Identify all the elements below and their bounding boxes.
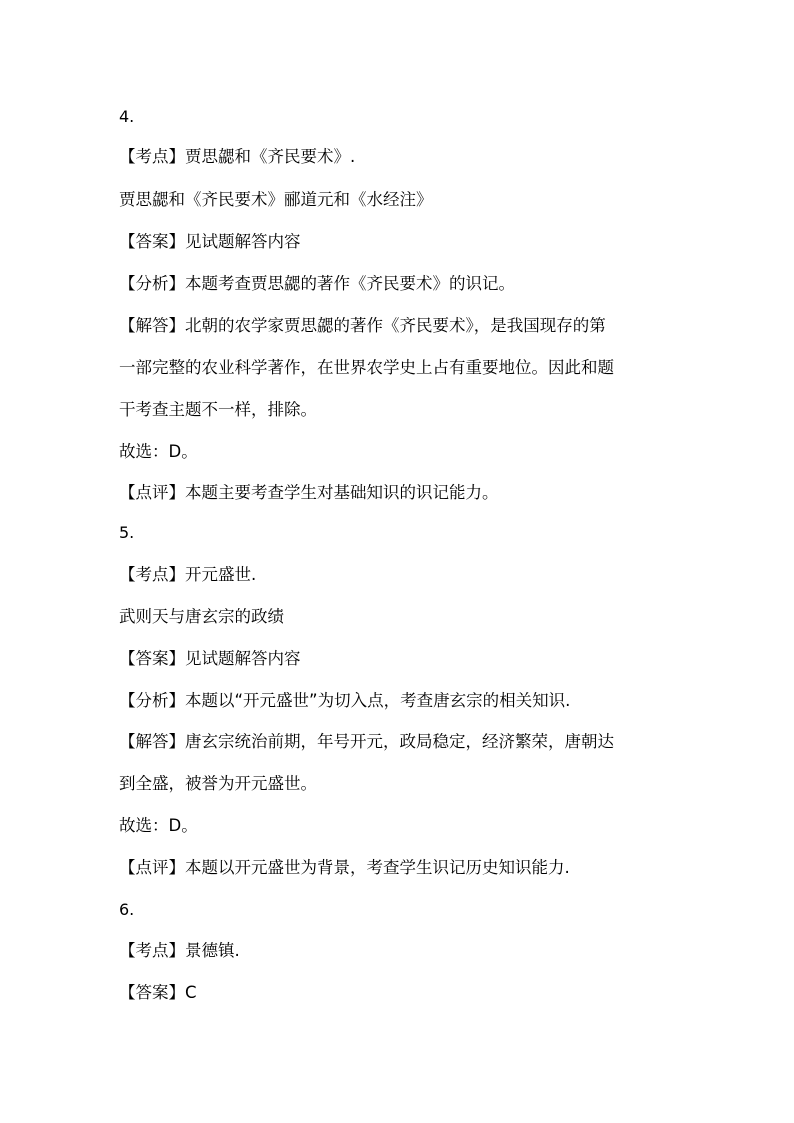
- q5-comment: 【点评】本题以开元盛世为背景，考查学生识记历史知识能力.: [119, 858, 570, 877]
- q5-answer: 【答案】见试题解答内容: [119, 649, 301, 668]
- q6-answer: 【答案】C: [119, 983, 197, 1002]
- question-number-5: 5.: [119, 523, 135, 542]
- q4-kaodian: 【考点】贾思勰和《齐民要术》.: [119, 147, 356, 166]
- q5-solution-line-1: 【解答】唐玄宗统治前期，年号开元，政局稳定，经济繁荣，唐朝达: [119, 732, 614, 751]
- q4-comment: 【点评】本题主要考查学生对基础知识的识记能力。: [119, 483, 499, 502]
- q4-choice: 故选：D。: [119, 442, 198, 461]
- q5-topic: 武则天与唐玄宗的政绩: [119, 607, 284, 626]
- q5-kaodian: 【考点】开元盛世.: [119, 565, 257, 584]
- q5-analysis: 【分析】本题以“开元盛世”为切入点，考查唐玄宗的相关知识.: [119, 691, 571, 710]
- question-number-4: 4.: [119, 107, 135, 126]
- q4-solution-line-3: 干考查主题不一样，排除。: [119, 400, 317, 419]
- q4-solution-line-1: 【解答】北朝的农学家贾思勰的著作《齐民要术》，是我国现存的第: [119, 316, 606, 335]
- q4-topic: 贾思勰和《齐民要术》郦道元和《水经注》: [119, 190, 433, 209]
- q4-solution-line-2: 一部完整的农业科学著作，在世界农学史上占有重要地位。因此和题: [119, 358, 614, 377]
- q6-kaodian: 【考点】景德镇.: [119, 941, 240, 960]
- question-number-6: 6.: [119, 900, 135, 919]
- q5-choice: 故选：D。: [119, 816, 198, 835]
- q4-answer: 【答案】见试题解答内容: [119, 232, 301, 251]
- q4-analysis: 【分析】本题考查贾思勰的著作《齐民要术》的识记。: [119, 274, 515, 293]
- q5-solution-line-2: 到全盛，被誉为开元盛世。: [119, 774, 317, 793]
